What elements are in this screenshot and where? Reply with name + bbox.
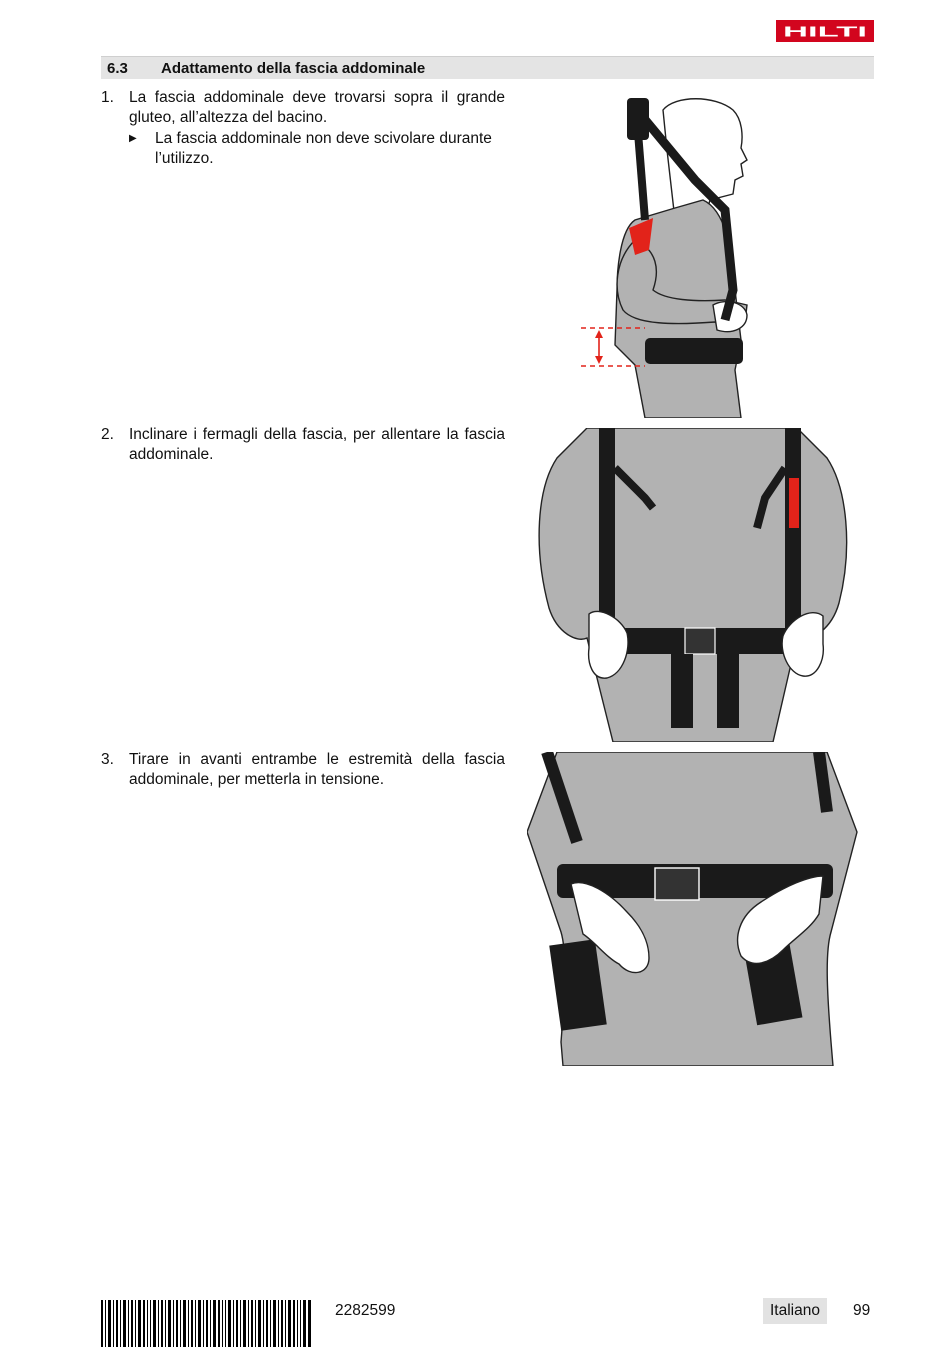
section-number: 6.3 xyxy=(107,60,128,77)
step-result xyxy=(129,129,505,169)
step-text: Inclinare i fermagli della fascia, per allentare la fascia addominale. xyxy=(129,426,505,463)
section-title: Adattamento della fascia addominale xyxy=(161,60,426,77)
section-heading xyxy=(101,56,874,79)
step-text: Tirare in avanti entrambe le estremità della fascia addominale, per metterla in tensione. xyxy=(129,751,505,788)
step-1 xyxy=(101,88,505,169)
triangle-bullet-icon: ▶ xyxy=(129,133,137,144)
hilti-logo xyxy=(776,20,874,42)
document-id: 2282599 xyxy=(335,1302,396,1319)
step-number: 3. xyxy=(101,751,114,768)
figure-side-view-belt-height xyxy=(575,90,760,418)
figure-front-view-tighten-belt xyxy=(527,752,859,1066)
figure-front-view-loosen-belt xyxy=(527,428,859,742)
step-result-text: La fascia addominale non deve scivolare durante l’utilizzo. xyxy=(155,130,492,167)
step-2 xyxy=(101,425,505,465)
page-number: 99 xyxy=(853,1302,871,1319)
step-number: 2. xyxy=(101,426,114,443)
language-label: Italiano xyxy=(763,1298,827,1324)
logo-text: HILTI xyxy=(783,23,867,41)
barcode xyxy=(101,1300,311,1347)
step-number: 1. xyxy=(101,89,114,106)
step-text: La fascia addominale deve trovarsi sopra il grande gluteo, all’altezza del bacino. xyxy=(129,89,505,126)
step-3 xyxy=(101,750,505,790)
